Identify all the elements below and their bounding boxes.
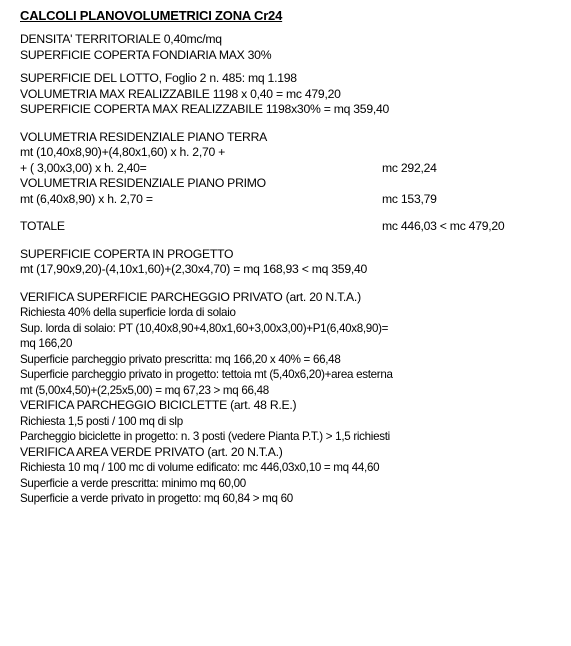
parking-check-heading: VERIFICA SUPERFICIE PARCHEGGIO PRIVATO (art. 20 N.T.A.) xyxy=(20,289,361,304)
green-area-check-heading: VERIFICA AREA VERDE PRIVATO (art. 20 N.T.A.) xyxy=(20,444,283,459)
max-volume-line: VOLUMETRIA MAX REALIZZABILE 1198 x 0,40 = mc 479,20 xyxy=(20,86,341,101)
ground-floor-volume-heading: VOLUMETRIA RESIDENZIALE PIANO TERRA xyxy=(20,129,268,144)
density-line: DENSITA' TERRITORIALE 0,40mc/mq xyxy=(20,32,222,46)
green-area-requirement: Richiesta 10 mq / 100 mc di volume edificato: mc 446,03x0,10 = mq 44,60 xyxy=(20,461,380,474)
coverage-max-line: SUPERFICIE COPERTA FONDIARIA MAX 30% xyxy=(20,47,272,62)
ground-floor-volume-value: mc 292,24 xyxy=(382,160,437,175)
bicycle-requirement: Richiesta 1,5 posti / 100 mq di slp xyxy=(20,414,183,428)
parking-requirement: Richiesta 40% della superficie lorda di solaio xyxy=(20,306,236,319)
max-covered-area-line: SUPERFICIE COPERTA MAX REALIZZABILE 1198x30% = mq 359,40 xyxy=(20,102,390,116)
first-floor-volume-heading: VOLUMETRIA RESIDENZIALE PIANO PRIMO xyxy=(20,176,266,190)
ground-floor-formula-cont: + ( 3,00x3,00) x h. 2,40= xyxy=(20,160,147,175)
green-area-project: Superficie a verde privato in progetto: mq 60,84 > mq 60 xyxy=(20,492,293,505)
green-area-prescribed: Superficie a verde prescritta: minimo mq 60,00 xyxy=(20,476,246,490)
lot-area-line: SUPERFICIE DEL LOTTO, Foglio 2 n. 485: mq 1.198 xyxy=(20,71,297,85)
parking-project: Superficie parcheggio privato in progetto: tettoia mt (5,40x6,20)+area esterna xyxy=(20,368,393,381)
parking-prescribed: Superficie parcheggio privato prescritta: mq 166,20 x 40% = 66,48 xyxy=(20,352,341,366)
covered-area-project-formula: mt (17,90x9,20)-(4,10x1,60)+(2,30x4,70) = mq 168,93 < mq 359,40 xyxy=(20,262,368,276)
ground-floor-formula: mt (10,40x8,90)+(4,80x1,60) x h. 2,70 + xyxy=(20,145,226,159)
bicycle-check-heading: VERIFICA PARCHEGGIO BICICLETTE (art. 48 R.E.) xyxy=(20,398,297,412)
total-label: TOTALE xyxy=(20,219,65,233)
gross-floor-area-formula: Sup. lorda di solaio: PT (10,40x8,90+4,80x1,60+3,00x3,00)+P1(6,40x8,90)= xyxy=(20,321,389,335)
total-value: mc 446,03 < mc 479,20 xyxy=(382,219,505,233)
bicycle-project: Parcheggio biciclette in progetto: n. 3 posti (vedere Pianta P.T.) > 1,5 richiesti xyxy=(20,430,390,443)
document-title: CALCOLI PLANOVOLUMETRICI ZONA Cr24 xyxy=(20,8,283,23)
covered-area-project-heading: SUPERFICIE COPERTA IN PROGETTO xyxy=(20,246,234,261)
first-floor-formula: mt (6,40x8,90) x h. 2,70 = xyxy=(20,191,153,206)
first-floor-volume-value: mc 153,79 xyxy=(382,191,437,206)
gross-floor-area-value: mq 166,20 xyxy=(20,337,73,350)
document xyxy=(20,4,565,507)
parking-project-cont: mt (5,00x4,50)+(2,25x5,00) = mq 67,23 > mq 66,48 xyxy=(20,383,269,397)
